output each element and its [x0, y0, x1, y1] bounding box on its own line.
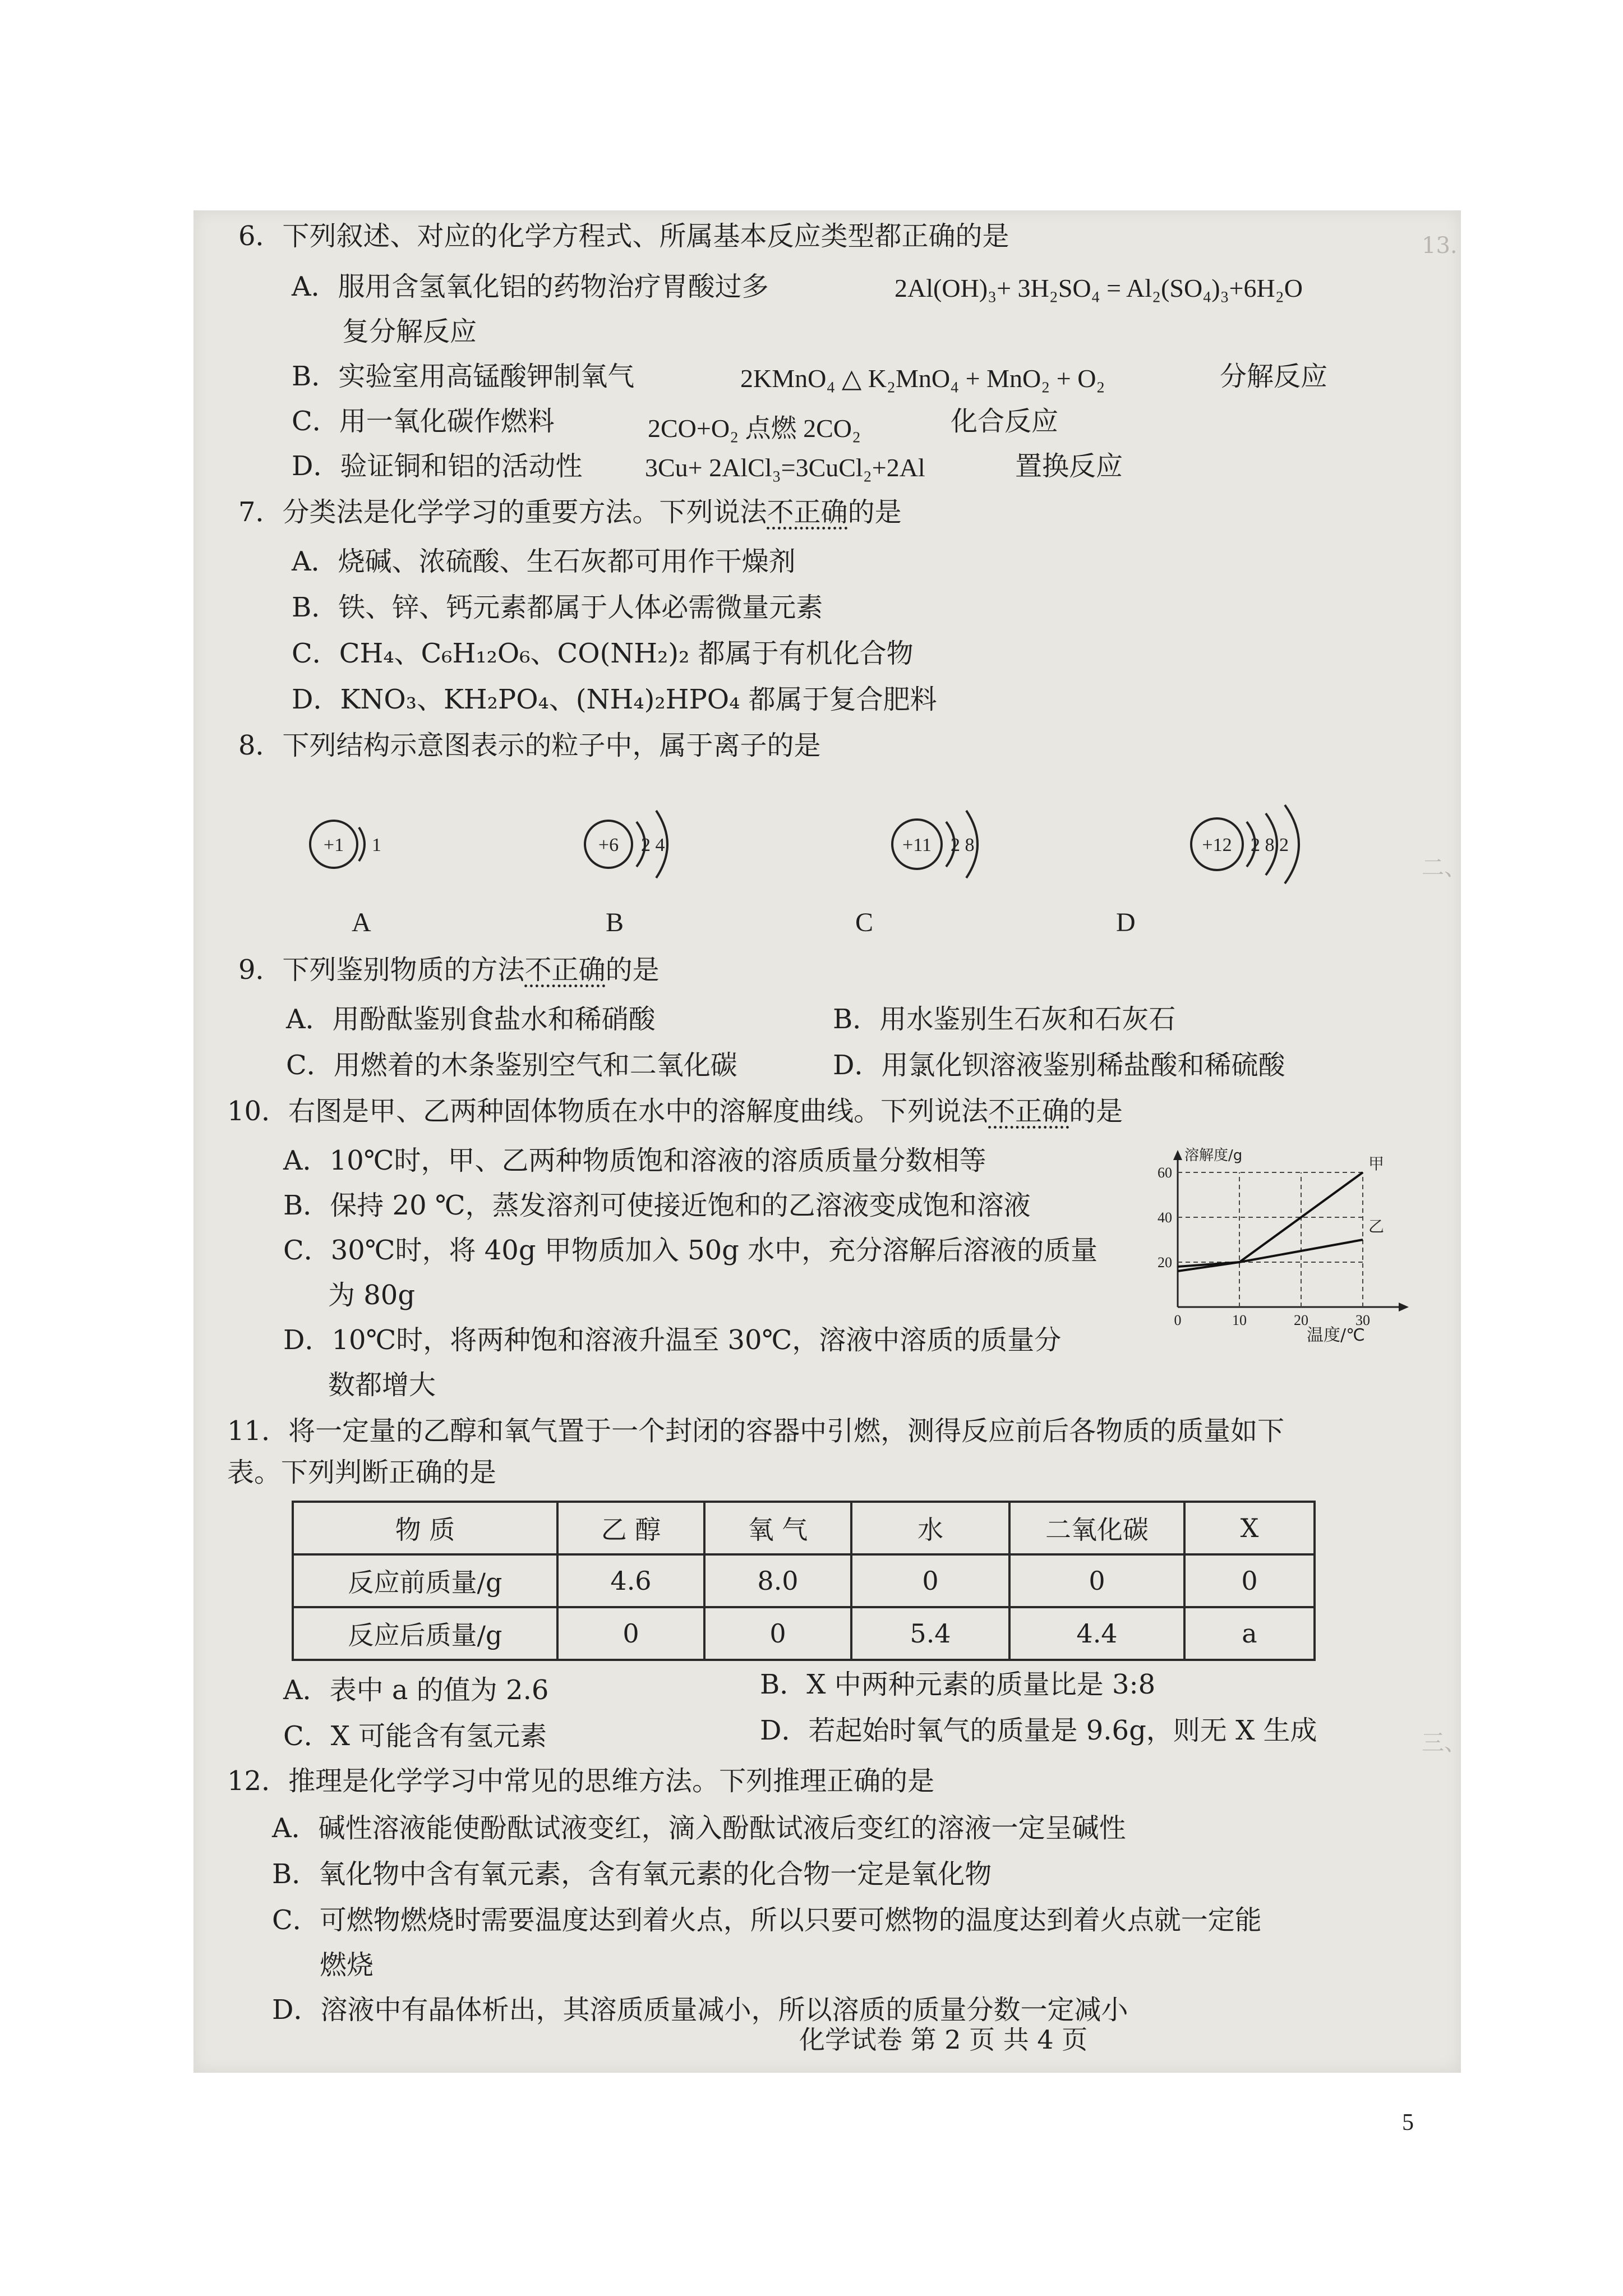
series-label: 甲 [1368, 1154, 1385, 1173]
q6-option-c-equation: 2CO+O₂ 点燃 2CO₂ [648, 414, 861, 443]
atom-b [585, 811, 667, 878]
table-row [293, 1607, 1315, 1660]
q10-option-b: B．保持 20 ℃，蒸发溶剂可使接近饱和的乙溶液变成饱和溶液 [283, 1190, 1031, 1221]
q6-option-d-equation: 3Cu+ 2AlCl₃=3CuCl₂+2Al [645, 453, 925, 482]
y-tick-label: 60 [1158, 1165, 1172, 1181]
q9-option-d: D．用氯化钡溶液鉴别稀盐酸和稀硫酸 [833, 1050, 1285, 1081]
atom-c-letter: C [855, 908, 874, 937]
atom-b-nucleus: +6 [598, 835, 619, 855]
bleed-through: 二、 [1422, 855, 1467, 881]
table-header-cell: 物 质 [293, 1502, 557, 1554]
q10-option-c: C．30℃时，将 40g 甲物质加入 50g 水中，充分溶解后溶液的质量 [283, 1235, 1098, 1266]
table-header-row [293, 1502, 1315, 1554]
y-tick-label: 40 [1158, 1209, 1172, 1226]
atom-d-shells: 2 8 2 [1251, 835, 1289, 855]
q7-stem: 7．分类法是化学学习的重要方法。下列说法不正确的是 [238, 496, 902, 528]
atom-c-nucleus: +11 [902, 835, 932, 855]
table-cell: 4.4 [1009, 1607, 1184, 1660]
q10-option-d: D．10℃时，将两种饱和溶液升温至 30℃，溶液中溶质的质量分 [283, 1324, 1062, 1356]
q12-option-d: D．溶液中有晶体析出，其溶质质量减小，所以溶质的质量分数一定减小 [272, 1994, 1128, 2026]
q6-option-a-equation: 2Al(OH)₃+ 3H₂SO₄ = Al₂(SO₄)₃+6H₂O [895, 274, 1303, 302]
q6-option-a-type: 复分解反应 [342, 316, 477, 347]
q6-option-b-equation: 2KMnO₄ △ K₂MnO₄ + MnO₂ + O₂ [740, 364, 1105, 393]
q11-option-c: C．X 可能含有氢元素 [283, 1720, 547, 1752]
q6-option-c-type: 化合反应 [951, 406, 1059, 437]
table-header-cell: 水 [851, 1502, 1009, 1554]
q10-option-c-cont: 为 80g [328, 1280, 416, 1311]
q6-option-c: C．用一氧化碳作燃料 [292, 406, 555, 437]
q9-option-c: C．用燃着的木条鉴别空气和二氧化碳 [286, 1050, 737, 1081]
atom-d-letter: D [1116, 908, 1136, 937]
series-label: 乙 [1368, 1217, 1385, 1236]
table-cell: 0 [1009, 1554, 1184, 1607]
atom-diagrams [306, 788, 1371, 900]
q6-option-d: D．验证铜和铝的活动性 [292, 450, 583, 482]
x-tick-label: 30 [1355, 1312, 1370, 1328]
table-cell: 0 [704, 1607, 851, 1660]
q11-stem-cont: 表。下列判断正确的是 [227, 1457, 497, 1488]
q10-stem: 10．右图是甲、乙两种固体物质在水中的溶解度曲线。下列说法不正确的是 [227, 1096, 1123, 1127]
q8-stem: 8．下列结构示意图表示的粒子中，属于离子的是 [238, 730, 821, 761]
q10-option-a: A．10℃时，甲、乙两种物质饱和溶液的溶质质量分数相等 [283, 1145, 986, 1176]
q11-option-b: B．X 中两种元素的质量比是 3:8 [760, 1669, 1156, 1700]
atom-d-nucleus: +12 [1202, 835, 1232, 855]
page-footer: 化学试卷 第 2 页 共 4 页 [799, 2024, 1088, 2055]
table-header-cell: X [1184, 1502, 1315, 1554]
q9-stem: 9．下列鉴别物质的方法不正确的是 [238, 954, 660, 986]
table-cell: 0 [557, 1607, 704, 1660]
table-cell: 8.0 [704, 1554, 851, 1607]
x-tick-label: 0 [1174, 1312, 1182, 1328]
q6-option-d-type: 置换反应 [1015, 450, 1123, 482]
table-cell: 反应后质量/g [293, 1607, 557, 1660]
table-cell: a [1184, 1607, 1315, 1660]
table-header-cell: 乙 醇 [557, 1502, 704, 1554]
q12-option-c-cont: 燃烧 [320, 1949, 374, 1981]
q11-option-a: A．表中 a 的值为 2.6 [283, 1674, 549, 1706]
q11-stem: 11．将一定量的乙醇和氧气置于一个封闭的容器中引燃，测得反应前后各物质的质量如下 [227, 1415, 1285, 1447]
y-tick-label: 20 [1158, 1254, 1172, 1271]
q12-option-c: C．可燃物燃烧时需要温度达到着火点，所以只要可燃物的温度达到着火点就一定能 [272, 1904, 1262, 1936]
atom-d [1191, 805, 1299, 884]
atom-b-shells: 2 4 [641, 835, 665, 855]
q6-option-b-type: 分解反应 [1220, 361, 1328, 392]
mass-table [292, 1501, 1316, 1661]
atom-a-nucleus: +1 [323, 835, 344, 855]
atom-c [892, 811, 978, 878]
atom-a-shells: 1 [372, 835, 381, 855]
atom-b-letter: B [606, 908, 624, 937]
table-cell: 5.4 [851, 1607, 1009, 1660]
q6-option-a: A．服用含氢氧化铝的药物治疗胃酸过多 [292, 271, 769, 302]
table-header-cell: 二氧化碳 [1009, 1502, 1184, 1554]
q7-option-c: C．CH₄、C₆H₁₂O₆、CO(NH₂)₂ 都属于有机化合物 [292, 638, 914, 669]
q12-option-a: A．碱性溶液能使酚酞试液变红，滴入酚酞试液后变红的溶液一定呈碱性 [272, 1812, 1126, 1844]
scanned-exam-page [193, 210, 1467, 2073]
table-cell: 反应前质量/g [293, 1554, 557, 1607]
solubility-chart [1138, 1144, 1419, 1329]
x-axis-arrow [1399, 1303, 1409, 1312]
q7-option-b: B．铁、锌、钙元素都属于人体必需微量元素 [292, 592, 823, 623]
q6-option-b: B．实验室用高锰酸钾制氧气 [292, 361, 635, 392]
table-cell: 4.6 [557, 1554, 704, 1607]
table-row [293, 1554, 1315, 1607]
x-axis-label: 温度/℃ [1307, 1326, 1365, 1345]
atom-a-letter: A [352, 908, 371, 937]
q9-option-a: A．用酚酞鉴别食盐水和稀硝酸 [286, 1004, 656, 1035]
q7-option-a: A．烧碱、浓硫酸、生石灰都可用作干燥剂 [292, 546, 796, 577]
y-axis-label: 溶解度/g [1184, 1147, 1243, 1164]
q12-option-b: B．氧化物中含有氧元素，含有氧元素的化合物一定是氧化物 [272, 1858, 992, 1890]
table-header-cell: 氧 气 [704, 1502, 851, 1554]
x-tick-label: 20 [1294, 1312, 1308, 1328]
atom-c-shells: 2 8 [951, 835, 975, 855]
page-number: 5 [1402, 2110, 1414, 2136]
q11-option-d: D．若起始时氧气的质量是 9.6g，则无 X 生成 [760, 1715, 1317, 1746]
table-cell: 0 [851, 1554, 1009, 1607]
bleed-through: 13. [1422, 233, 1458, 259]
q7-option-d: D．KNO₃、KH₂PO₄、(NH₄)₂HPO₄ 都属于复合肥料 [292, 684, 937, 715]
atom-a [310, 821, 381, 868]
q10-option-d-cont: 数都增大 [328, 1369, 436, 1401]
bleed-through: 三、 [1422, 1730, 1467, 1756]
q12-stem: 12．推理是化学学习中常见的思维方法。下列推理正确的是 [227, 1765, 935, 1797]
y-axis-arrow [1173, 1150, 1182, 1160]
q6-stem: 6．下列叙述、对应的化学方程式、所属基本反应类型都正确的是 [238, 220, 1009, 252]
x-tick-label: 10 [1232, 1312, 1247, 1328]
q9-option-b: B．用水鉴别生石灰和石灰石 [833, 1004, 1176, 1035]
table-cell: 0 [1184, 1554, 1315, 1607]
